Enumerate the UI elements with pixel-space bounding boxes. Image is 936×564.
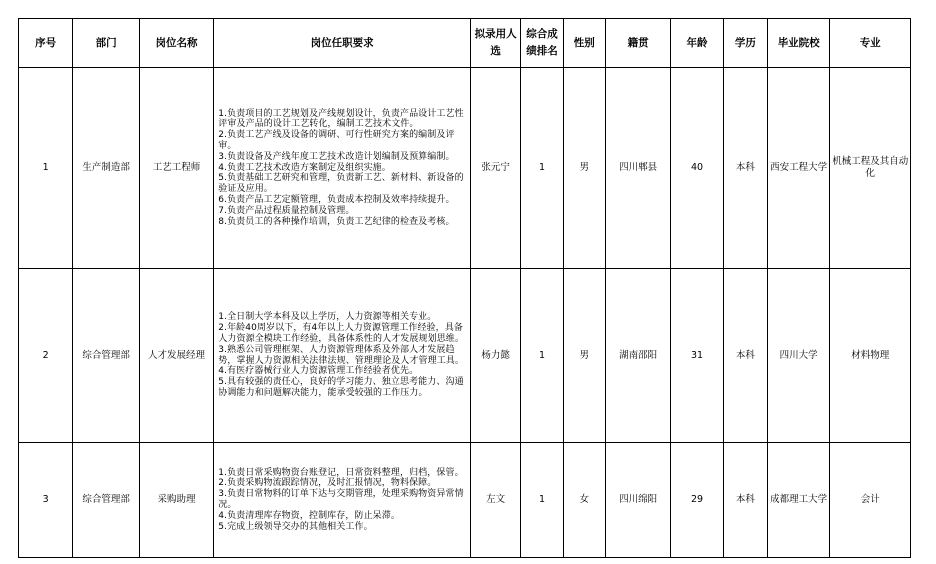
cell-rank: 1 — [521, 443, 563, 558]
requirement-item: 1.全日制大学本科及以上学历，人力资源等相关专业。 — [218, 312, 437, 323]
requirement-item: 4.负责工艺技术改造方案制定及组织实施。 — [218, 162, 391, 173]
cell-dept: 综合管理部 — [73, 443, 139, 558]
requirement-item: 3.负责设备及产线年度工艺技术改造计划编制及预算编制。 — [218, 151, 455, 162]
header-age: 年龄 — [671, 19, 723, 68]
recruitment-table — [18, 18, 911, 558]
cell-candidate: 张元宁 — [471, 68, 521, 269]
cell-major: 材料物理 — [830, 269, 911, 443]
cell-position: 人才发展经理 — [139, 269, 214, 443]
cell-gender: 男 — [563, 269, 605, 443]
table-row — [19, 68, 911, 269]
cell-position: 采购助理 — [139, 443, 214, 558]
table-row — [19, 269, 911, 443]
requirement-item: 6.负责产品工艺定额管理，负责成本控制及效率持续提升。 — [218, 194, 455, 205]
cell-major: 机械工程及其自动化 — [830, 68, 911, 269]
cell-edu: 本科 — [723, 68, 767, 269]
header-requirements: 岗位任职要求 — [214, 19, 471, 68]
cell-no: 1 — [19, 68, 73, 269]
cell-requirements — [214, 443, 471, 558]
cell-candidate: 左文 — [471, 443, 521, 558]
header-school: 毕业院校 — [767, 19, 829, 68]
header-position: 岗位名称 — [139, 19, 214, 68]
requirement-item: 5.完成上级领导交办的其他相关工作。 — [218, 521, 373, 532]
table-row — [19, 443, 911, 558]
requirement-item: 1.负责日常采购物资台账登记，日常资料整理，归档，保管。 — [218, 467, 464, 478]
requirement-item: 7.负责产品过程质量控制及管理。 — [218, 205, 355, 216]
cell-origin: 湖南邵阳 — [605, 269, 670, 443]
cell-gender: 女 — [563, 443, 605, 558]
cell-requirements — [214, 68, 471, 269]
requirement-item: 4.有医疗器械行业人力资源管理工作经验者优先。 — [218, 366, 419, 377]
requirement-item: 3.熟悉公司管理框架、人力资源管理体系及外部人才发展趋势，掌握人力资源相关法律法规、管理理论及人才管理工具。 — [218, 344, 464, 366]
requirement-item: 2.负责采购物流跟踪情况，及时汇报情况，物料保障。 — [218, 478, 437, 489]
cell-edu: 本科 — [723, 443, 767, 558]
requirement-item: 8.负责员工的各种操作培训，负责工艺纪律的检查及考核。 — [218, 216, 455, 227]
cell-dept: 生产制造部 — [73, 68, 139, 269]
cell-school: 四川大学 — [767, 269, 829, 443]
requirement-item: 1.负责项目的工艺规划及产线规划设计，负责产品设计工艺性评审及产品的设计工艺转化，编制工艺技术文件。 — [218, 108, 464, 130]
requirement-item: 4.负责清理库存物资，控制库存，防止呆滞。 — [218, 510, 400, 521]
cell-edu: 本科 — [723, 269, 767, 443]
cell-origin: 四川绵阳 — [605, 443, 670, 558]
header-rank: 综合成绩排名 — [521, 19, 563, 68]
requirement-item: 5.负责基础工艺研究和管理，负责新工艺、新材料、新设备的验证及应用。 — [218, 173, 464, 195]
cell-position: 工艺工程师 — [139, 68, 214, 269]
cell-dept: 综合管理部 — [73, 269, 139, 443]
header-edu: 学历 — [723, 19, 767, 68]
requirement-item: 2.年龄40周岁以下，有4年以上人力资源管理工作经验，具备人力资源全模块工作经验，具备体系性的人才发展规划思维。 — [218, 323, 464, 344]
requirement-item: 2.负责工艺产线及设备的调研、可行性研究方案的编制及评审。 — [218, 130, 455, 151]
cell-school: 成都理工大学 — [767, 443, 829, 558]
cell-no: 2 — [19, 269, 73, 443]
cell-age: 31 — [671, 269, 723, 443]
cell-candidate: 杨力懿 — [471, 269, 521, 443]
cell-age: 29 — [671, 443, 723, 558]
cell-requirements — [214, 269, 471, 443]
header-candidate: 拟录用人选 — [471, 19, 521, 68]
header-gender: 性别 — [563, 19, 605, 68]
cell-rank: 1 — [521, 269, 563, 443]
cell-age: 40 — [671, 68, 723, 269]
cell-school: 西安工程大学 — [767, 68, 829, 269]
header-dept: 部门 — [73, 19, 139, 68]
header-row — [19, 19, 911, 68]
cell-gender: 男 — [563, 68, 605, 269]
requirement-item: 5.具有较强的责任心，良好的学习能力、独立思考能力、沟通协调能力和问题解决能力，能承受较强的工作压力。 — [218, 377, 464, 398]
header-no: 序号 — [19, 19, 73, 68]
header-major: 专业 — [830, 19, 911, 68]
requirement-item: 3.负责日常物料的订单下达与交期管理，处理采购物资异常情况。 — [218, 489, 464, 510]
cell-no: 3 — [19, 443, 73, 558]
cell-rank: 1 — [521, 68, 563, 269]
table-container — [18, 18, 911, 558]
cell-origin: 四川郫县 — [605, 68, 670, 269]
cell-major: 会计 — [830, 443, 911, 558]
header-origin: 籍贯 — [605, 19, 670, 68]
